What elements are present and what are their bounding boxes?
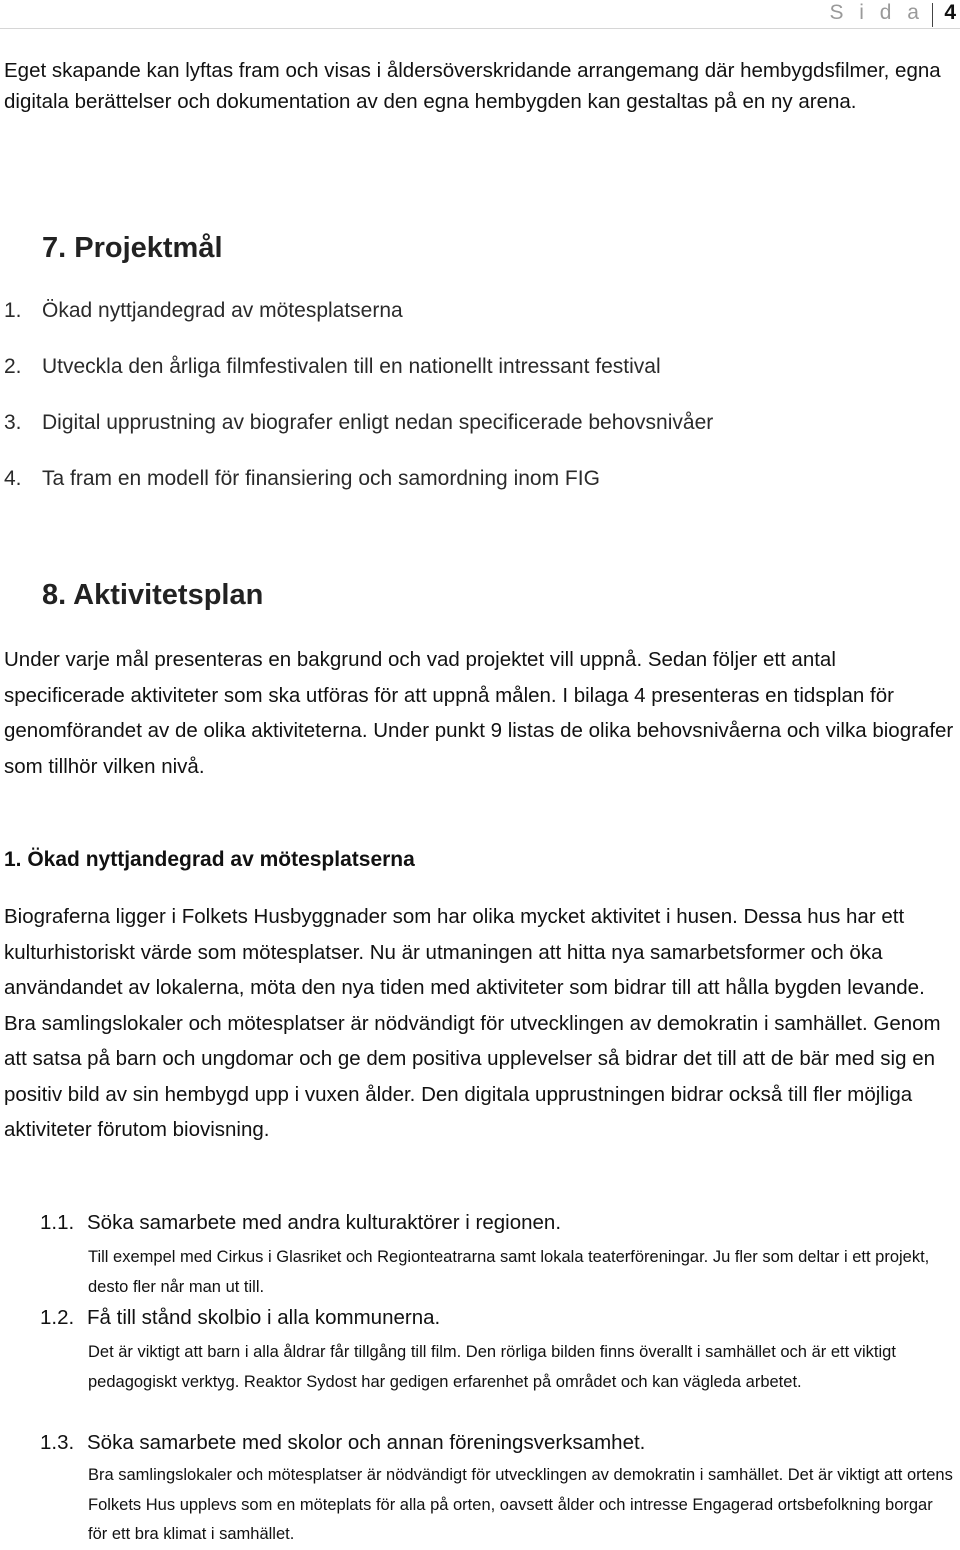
- goal-text: Digital upprustning av biografer enligt nedan specificerade behovsnivåer: [42, 411, 714, 434]
- goal-text: Ökad nyttjandegrad av mötesplatserna: [42, 299, 403, 322]
- activity-description: Till exempel med Cirkus i Glasriket och Regionteatrarna samt lokala teaterföreningar. Ju fler som deltar i ett projekt, desto fler når man ut till.: [88, 1248, 930, 1296]
- aktivitetsplan-paragraph: Under varje mål presenteras en bakgrund och vad projektet vill uppnå. Sedan följer ett antal specificerade aktiviteter som ska utföras för att uppnå målen. I bilaga 4 presenteras en tidsplan för genomförandet av de olika aktiviteterna. Under punkt 9 listas de olika behovsnivåerna och vilka biografer som tillhör vilken nivå.: [4, 648, 954, 778]
- goal-item: [4, 463, 956, 519]
- page-number: 4: [944, 1, 956, 24]
- goal-number: 1.: [4, 299, 22, 322]
- activity-title: [40, 1431, 645, 1455]
- goal-number: 4.: [4, 467, 22, 490]
- goal-item: [4, 351, 956, 407]
- activity-description: Det är viktigt att barn i alla åldrar får tillgång till film. Den rörliga bilden finns överallt i samhället och är ett viktigt pedagogiskt verktyg. Reaktor Sydost har gedigen erfarenhet på området och kan vägleda arbetet.: [88, 1343, 896, 1391]
- section-heading-projektmal: 7. Projektmål: [42, 232, 223, 264]
- activity-title: [40, 1211, 561, 1235]
- goal-item: [4, 295, 956, 351]
- activity-number: 1.3.: [40, 1431, 75, 1454]
- header-rule: [0, 28, 960, 29]
- goal-number: 3.: [4, 411, 22, 434]
- header-divider: [932, 3, 933, 27]
- goal-item: [4, 407, 956, 463]
- activity-number: 1.2.: [40, 1306, 75, 1329]
- activity-title-text: Söka samarbete med andra kulturaktörer i regionen.: [87, 1211, 562, 1234]
- goal1-heading: 1. Ökad nyttjandegrad av mötesplatserna: [4, 848, 415, 871]
- activity-title: [40, 1306, 440, 1330]
- goal-list: [4, 295, 956, 519]
- goal-text: Utveckla den årliga filmfestivalen till en nationellt intressant festival: [42, 355, 661, 378]
- goal-number: 2.: [4, 355, 22, 378]
- activity-title-text: Få till stånd skolbio i alla kommunerna.: [87, 1306, 441, 1329]
- intro-paragraph: Eget skapande kan lyftas fram och visas i åldersöverskridande arrangemang där hembygdsfilmer, egna digitala berättelser och dokumentation av den egna hembygden kan gestaltas på en ny arena.: [4, 59, 941, 113]
- page-label: S i d a: [829, 1, 924, 24]
- goal-text: Ta fram en modell för finansiering och samordning inom FIG: [42, 467, 600, 490]
- goal1-paragraph: Biograferna ligger i Folkets Husbyggnader som har olika mycket aktivitet i husen. Dessa hus har ett kulturhistoriskt värde som mötesplatser. Nu är utmaningen att hitta nya samarbetsformer och öka användandet av lokalerna, möta den nya tiden med aktiviteter som bidrar till att hålla bygden levande. Bra samlingslokaler och mötesplatser är nödvändigt för utvecklingen av demokratin i samhället. Genom att satsa på barn och ungdomar och ge dem positiva upplevelser så bidrar det till att de bär med sig en positiv bild av sin hembygd upp i vuxen ålder. Den digitala upprustningen bidrar också till fler möjliga aktiviteter förutom biovisning.: [4, 905, 941, 1141]
- activity-number: 1.1.: [40, 1211, 75, 1234]
- activity-description: Bra samlingslokaler och mötesplatser är nödvändigt för utvecklingen av demokratin i samhället. Det är viktigt att ortens Folkets Hus upplevs som en möteplats för alla på orten, oavsett ålder och intresse Engagerad ortsbefolkning borgar för ett bra klimat i samhället.: [88, 1466, 953, 1543]
- section-heading-aktivitetsplan: 8. Aktivitetsplan: [42, 579, 264, 611]
- page-header: [0, 0, 960, 28]
- activity-title-text: Söka samarbete med skolor och annan föreningsverksamhet.: [87, 1431, 646, 1454]
